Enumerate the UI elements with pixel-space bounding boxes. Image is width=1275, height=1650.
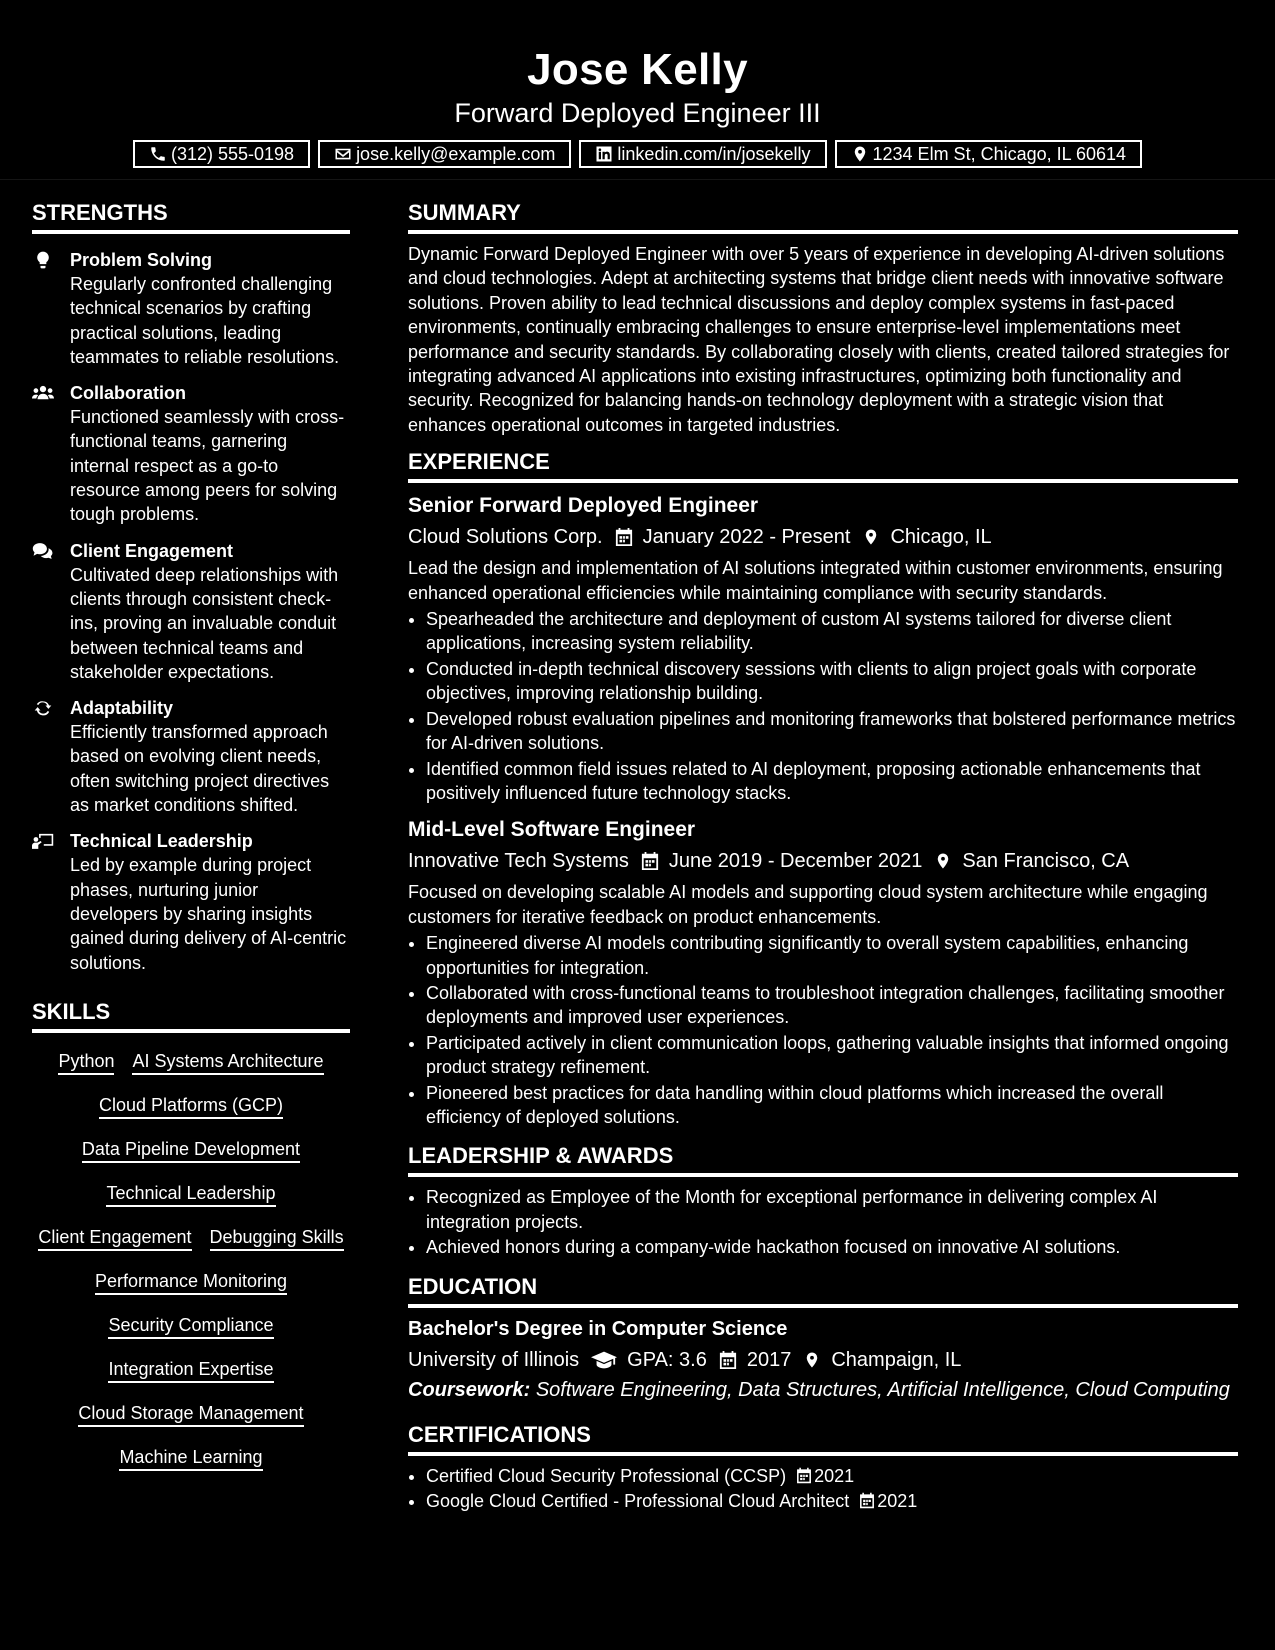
strength-name: Adaptability <box>70 698 174 719</box>
summary-heading: SUMMARY <box>408 200 1238 234</box>
job-description: Lead the design and implementation of AI solutions integrated within customer environments, ensuring enhanced operational efficiencies while maintaining compliance with security standards. <box>408 558 1223 603</box>
skill-tag: Machine Learning <box>119 1445 262 1471</box>
awards-list <box>408 1185 1238 1259</box>
contact-linkedin-text: linkedin.com/in/josekelly <box>617 143 811 164</box>
strength-item <box>32 248 350 369</box>
skill-tag: Debugging Skills <box>210 1225 344 1251</box>
strength-desc: Led by example during project phases, nurturing junior developers by sharing insights gained during delivery of AI-centric solutions. <box>70 855 347 973</box>
envelope-icon <box>334 145 352 163</box>
education-coursework <box>408 1376 1238 1404</box>
certification-year: 2021 <box>877 1491 918 1511</box>
awards-heading: LEADERSHIP & AWARDS <box>408 1143 1238 1177</box>
job-bullets <box>408 931 1238 1129</box>
skill-tag: AI Systems Architecture <box>132 1049 323 1075</box>
contact-linkedin[interactable] <box>579 140 826 168</box>
contact-address[interactable] <box>835 140 1143 168</box>
job-title: Mid-Level Software Engineer <box>408 818 696 842</box>
strength-name: Technical Leadership <box>70 831 253 852</box>
comments-icon <box>32 541 54 561</box>
strength-name: Problem Solving <box>70 250 213 270</box>
skill-tag: Data Pipeline Development <box>82 1137 300 1163</box>
award-item: • Achieved honors during a company-wide hackathon focused on innovative AI solutions. <box>426 1235 1238 1259</box>
contact-phone-text: (312) 555-0198 <box>170 143 295 164</box>
calendar-icon <box>719 1350 737 1370</box>
job-meta <box>408 523 1238 551</box>
calendar-icon <box>615 527 633 547</box>
strength-name: Client Engagement <box>70 540 234 561</box>
education-year: 2017 <box>746 1348 792 1371</box>
certification-name: Google Cloud Certified - Professional Cloud Architect <box>426 1491 850 1511</box>
sync-icon <box>32 698 54 718</box>
job-dates: January 2022 - Present <box>642 526 851 549</box>
skill-tag: Security Compliance <box>108 1313 273 1339</box>
strength-desc: Efficiently transformed approach based on evolving client needs, often switching project directives as market conditions shifted. <box>70 722 330 816</box>
left-column <box>32 180 350 1514</box>
skill-tag: Performance Monitoring <box>95 1269 287 1295</box>
contact-email[interactable] <box>318 140 571 168</box>
skills-heading: SKILLS <box>32 999 350 1033</box>
certifications-heading: CERTIFICATIONS <box>408 1422 1238 1456</box>
job-meta <box>408 847 1238 875</box>
contact-address-text: 1234 Elm St, Chicago, IL 60614 <box>872 143 1127 164</box>
education-meta <box>408 1346 1238 1374</box>
skill-tag: Cloud Platforms (GCP) <box>99 1093 283 1119</box>
map-pin-icon <box>803 1350 821 1370</box>
coursework-list: Software Engineering, Data Structures, Artificial Intelligence, Cloud Computing <box>535 1378 1230 1401</box>
job-description: Focused on developing scalable AI models and supporting cloud system architecture while engaging customers for iterative feedback on product enhancements. <box>408 882 1208 927</box>
candidate-title: Forward Deployed Engineer III <box>454 98 821 128</box>
job-company: Cloud Solutions Corp. <box>408 526 603 549</box>
education-school: University of Illinois <box>408 1348 580 1371</box>
candidate-name: Jose Kelly <box>527 45 748 94</box>
award-item: • Recognized as Employee of the Month for exceptional performance in delivering complex AI integration projects. <box>426 1185 1238 1234</box>
job-title: Senior Forward Deployed Engineer <box>408 494 759 518</box>
education-gpa: GPA: 3.6 <box>627 1348 707 1371</box>
job-entry <box>408 817 1238 1129</box>
resume-header <box>0 0 1275 180</box>
skill-tag: Cloud Storage Management <box>78 1401 303 1427</box>
right-column <box>408 180 1238 1514</box>
strength-desc: Regularly confronted challenging technical scenarios by crafting practical solutions, leading teammates to reliable resolutions. <box>70 274 340 367</box>
calendar-icon <box>796 1467 812 1484</box>
job-bullet: • Participated actively in client communication loops, gathering valuable insights that informed ongoing product strategy refinement. <box>426 1031 1238 1080</box>
summary-text: Dynamic Forward Deployed Engineer with over 5 years of experience in developing AI-driven solutions and cloud technologies. Adept at architecting systems that bridge client needs with innovative software solutions. Proven ability to lead technical discussions and deploy complex systems in fast-paced environments, continually embracing challenges to ensure enterprise-level implementations meet performance and security standards. By collaborating closely with clients, created tailored strategies for integrating advanced AI applications into existing infrastructures, optimizing both functionality and security. Recognized for balancing hands-on technology deployment with a strategic vision that enhances operational outcomes in targeted industries. <box>408 244 1230 435</box>
strength-item <box>32 696 350 817</box>
map-pin-icon <box>851 145 869 163</box>
linkedin-icon <box>595 145 613 163</box>
job-bullets <box>408 607 1238 805</box>
experience-heading: EXPERIENCE <box>408 449 1238 483</box>
skill-tag: Client Engagement <box>38 1225 191 1251</box>
job-bullet: • Spearheaded the architecture and deployment of custom AI systems tailored for diverse client applications, increasing system reliability. <box>426 607 1238 656</box>
job-bullet: • Engineered diverse AI models contributing significantly to overall system capabilities, enhancing opportunities for integration. <box>426 931 1238 980</box>
job-location: Chicago, IL <box>890 526 992 549</box>
phone-icon <box>149 145 167 163</box>
map-pin-icon <box>862 527 880 547</box>
contact-bar <box>0 140 1275 168</box>
job-bullet: • Developed robust evaluation pipelines and monitoring frameworks that bolstered performance metrics for AI-driven solutions. <box>426 707 1238 756</box>
chalkboard-teacher-icon <box>32 831 54 851</box>
resume-body <box>0 180 1275 1514</box>
strength-item <box>32 829 350 974</box>
certification-item <box>426 1489 1238 1513</box>
coursework-label: Coursework: <box>408 1378 531 1401</box>
skill-tag: Technical Leadership <box>106 1181 275 1207</box>
graduation-cap-icon <box>591 1350 617 1370</box>
strength-item <box>32 381 350 526</box>
job-bullet: • Pioneered best practices for data handling within cloud platforms which increased the overall efficiency of deployed solutions. <box>426 1081 1238 1130</box>
contact-email-text: jose.kelly@example.com <box>356 143 556 164</box>
users-icon <box>32 383 54 403</box>
strength-item <box>32 539 350 684</box>
job-bullet: • Conducted in-depth technical discovery sessions with clients to align project goals with corporate objectives, improving relationship building. <box>426 657 1238 706</box>
job-bullet: • Collaborated with cross-functional teams to troubleshoot integration challenges, facilitating smoother deployments and improved user experiences. <box>426 981 1238 1030</box>
certification-name: Certified Cloud Security Professional (CCSP) <box>426 1465 787 1486</box>
skill-tag: Integration Expertise <box>108 1357 273 1383</box>
certification-item <box>426 1464 1238 1488</box>
map-pin-icon <box>934 851 952 871</box>
strength-name: Collaboration <box>70 383 186 404</box>
calendar-icon <box>641 851 659 871</box>
education-degree: Bachelor's Degree in Computer Science <box>408 1317 788 1340</box>
skill-tag: Python <box>58 1049 114 1075</box>
contact-phone[interactable] <box>133 140 310 168</box>
certification-year: 2021 <box>814 1465 855 1486</box>
lightbulb-icon <box>32 250 54 270</box>
skills-list <box>32 1033 350 1471</box>
calendar-icon <box>859 1492 875 1509</box>
job-bullet: • Identified common field issues related to AI deployment, proposing actionable enhancements that positively influenced future technology stacks. <box>426 757 1238 806</box>
strengths-heading: STRENGTHS <box>32 200 350 234</box>
education-location: Champaign, IL <box>831 1348 962 1371</box>
job-entry <box>408 493 1238 805</box>
job-location: San Francisco, CA <box>962 850 1130 873</box>
education-heading: EDUCATION <box>408 1274 1238 1308</box>
job-company: Innovative Tech Systems <box>408 850 629 873</box>
job-dates: June 2019 - December 2021 <box>668 850 923 873</box>
strength-desc: Cultivated deep relationships with clients through consistent check-ins, proving an invaluable conduit between technical teams and stakeholder expectations. <box>70 564 339 682</box>
certifications-list <box>408 1464 1238 1514</box>
strengths-list <box>32 234 350 975</box>
strength-desc: Functioned seamlessly with cross-functional teams, garnering internal respect as a go-to resource among peers for solving tough problems. <box>70 407 345 525</box>
